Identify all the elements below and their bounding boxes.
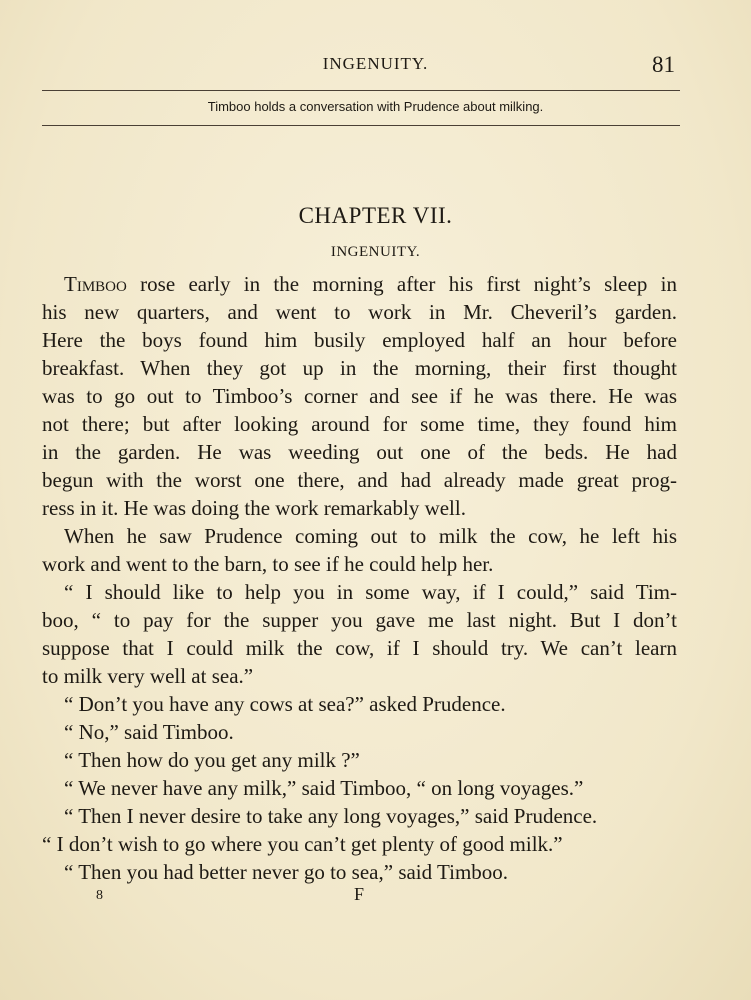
- text-line: in the garden. He was weeding out one of the beds. He had: [42, 440, 677, 464]
- text-line: Timboo rose early in the morning after his first night’s sleep in: [64, 272, 677, 296]
- page-summary: Timboo holds a conversation with Prudence about milking.: [207, 99, 544, 114]
- text-line: to milk very well at sea.”: [42, 664, 254, 688]
- page-number: 81: [652, 52, 675, 77]
- text-line: suppose that I could milk the cow, if I should try. We can’t learn: [42, 636, 677, 660]
- text-line: ress in it. He was doing the work remarkably well.: [42, 496, 466, 520]
- text-line: “ Then how do you get any milk ?”: [64, 748, 360, 772]
- text-line: “ Don’t you have any cows at sea?” asked Prudence.: [64, 692, 506, 716]
- text-line: not there; but after looking around for some time, they found him: [42, 412, 677, 436]
- text-line: boo, “ to pay for the supper you gave me last night. But I don’t: [42, 608, 677, 632]
- text-line: When he saw Prudence coming out to milk the cow, he left his: [64, 524, 677, 548]
- text-line: work and went to the barn, to see if he could help her.: [42, 552, 494, 576]
- text-line: Here the boys found him busily employed half an hour before: [42, 328, 677, 352]
- running-title: INGENUITY.: [322, 54, 429, 73]
- header-rule-bottom: [42, 125, 680, 126]
- text-line: “ Then you had better never go to sea,” said Timboo.: [64, 860, 509, 884]
- chapter-subtitle: INGENUITY.: [330, 244, 421, 260]
- text-line: “ No,” said Timboo.: [64, 720, 234, 744]
- text-line: was to go out to Timboo’s corner and see if he was there. He was: [42, 384, 677, 408]
- text-line: begun with the worst one there, and had already made great prog-: [42, 468, 677, 492]
- signature-number: 8: [96, 888, 103, 903]
- text-line: his new quarters, and went to work in Mr. Cheveril’s garden.: [42, 300, 677, 324]
- text-line: “ Then I never desire to take any long voyages,” said Prudence.: [64, 804, 598, 828]
- first-word: Timboo: [64, 272, 127, 296]
- text-line: “ I don’t wish to go where you can’t get plenty of good milk.”: [42, 832, 563, 856]
- signature-letter: F: [354, 884, 365, 904]
- running-head: [0, 52, 751, 80]
- text-line: “ We never have any milk,” said Timboo, “ on long voyages.”: [64, 776, 584, 800]
- text-line: breakfast. When they got up in the morning, their first thought: [42, 356, 677, 380]
- chapter-title: CHAPTER VII.: [298, 203, 453, 228]
- header-rule-top: [42, 90, 680, 91]
- text-line: “ I should like to help you in some way, if I could,” said Tim-: [64, 580, 677, 604]
